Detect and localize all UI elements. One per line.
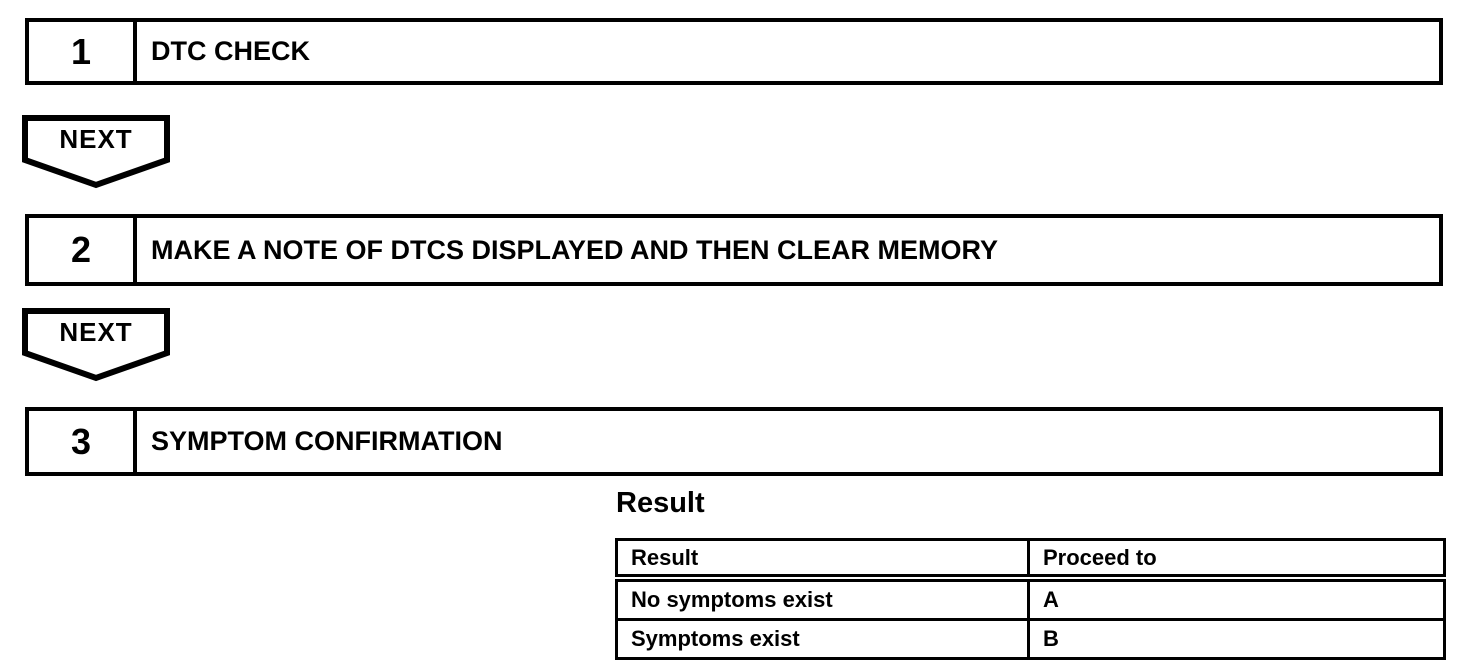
proceed-to-column-header: Proceed to bbox=[1029, 540, 1445, 579]
next-label: NEXT bbox=[59, 124, 133, 154]
result-cell: Symptoms exist bbox=[617, 620, 1029, 659]
step-title-cell bbox=[137, 411, 1439, 472]
step-number-cell bbox=[29, 411, 137, 472]
result-column-header: Result bbox=[617, 540, 1029, 579]
step-number: 1 bbox=[70, 30, 92, 72]
step-title: MAKE A NOTE OF DTCS DISPLAYED AND THEN CLEAR MEMORY bbox=[151, 234, 999, 265]
step-number-cell bbox=[29, 218, 137, 282]
table-row bbox=[617, 578, 1445, 620]
result-table-header-row bbox=[617, 540, 1445, 579]
step-number-cell bbox=[29, 22, 137, 81]
step-box-2 bbox=[25, 214, 1443, 286]
step-number: 2 bbox=[70, 229, 92, 270]
next-connector-2 bbox=[22, 308, 170, 382]
next-label: NEXT bbox=[59, 317, 133, 347]
proceed-to-cell: B bbox=[1029, 620, 1445, 659]
step-title-cell bbox=[137, 218, 1439, 282]
proceed-to-cell: A bbox=[1029, 578, 1445, 620]
result-table bbox=[615, 538, 1446, 660]
step-title-cell bbox=[137, 22, 1439, 81]
table-row bbox=[617, 620, 1445, 659]
step-number: 3 bbox=[70, 420, 92, 462]
result-cell: No symptoms exist bbox=[617, 578, 1029, 620]
step-title: SYMPTOM CONFIRMATION bbox=[151, 426, 503, 456]
step-box-1 bbox=[25, 18, 1443, 85]
step-title: DTC CHECK bbox=[151, 36, 310, 66]
next-connector-1 bbox=[22, 115, 170, 189]
step-box-3 bbox=[25, 407, 1443, 476]
result-heading: Result bbox=[616, 487, 705, 519]
